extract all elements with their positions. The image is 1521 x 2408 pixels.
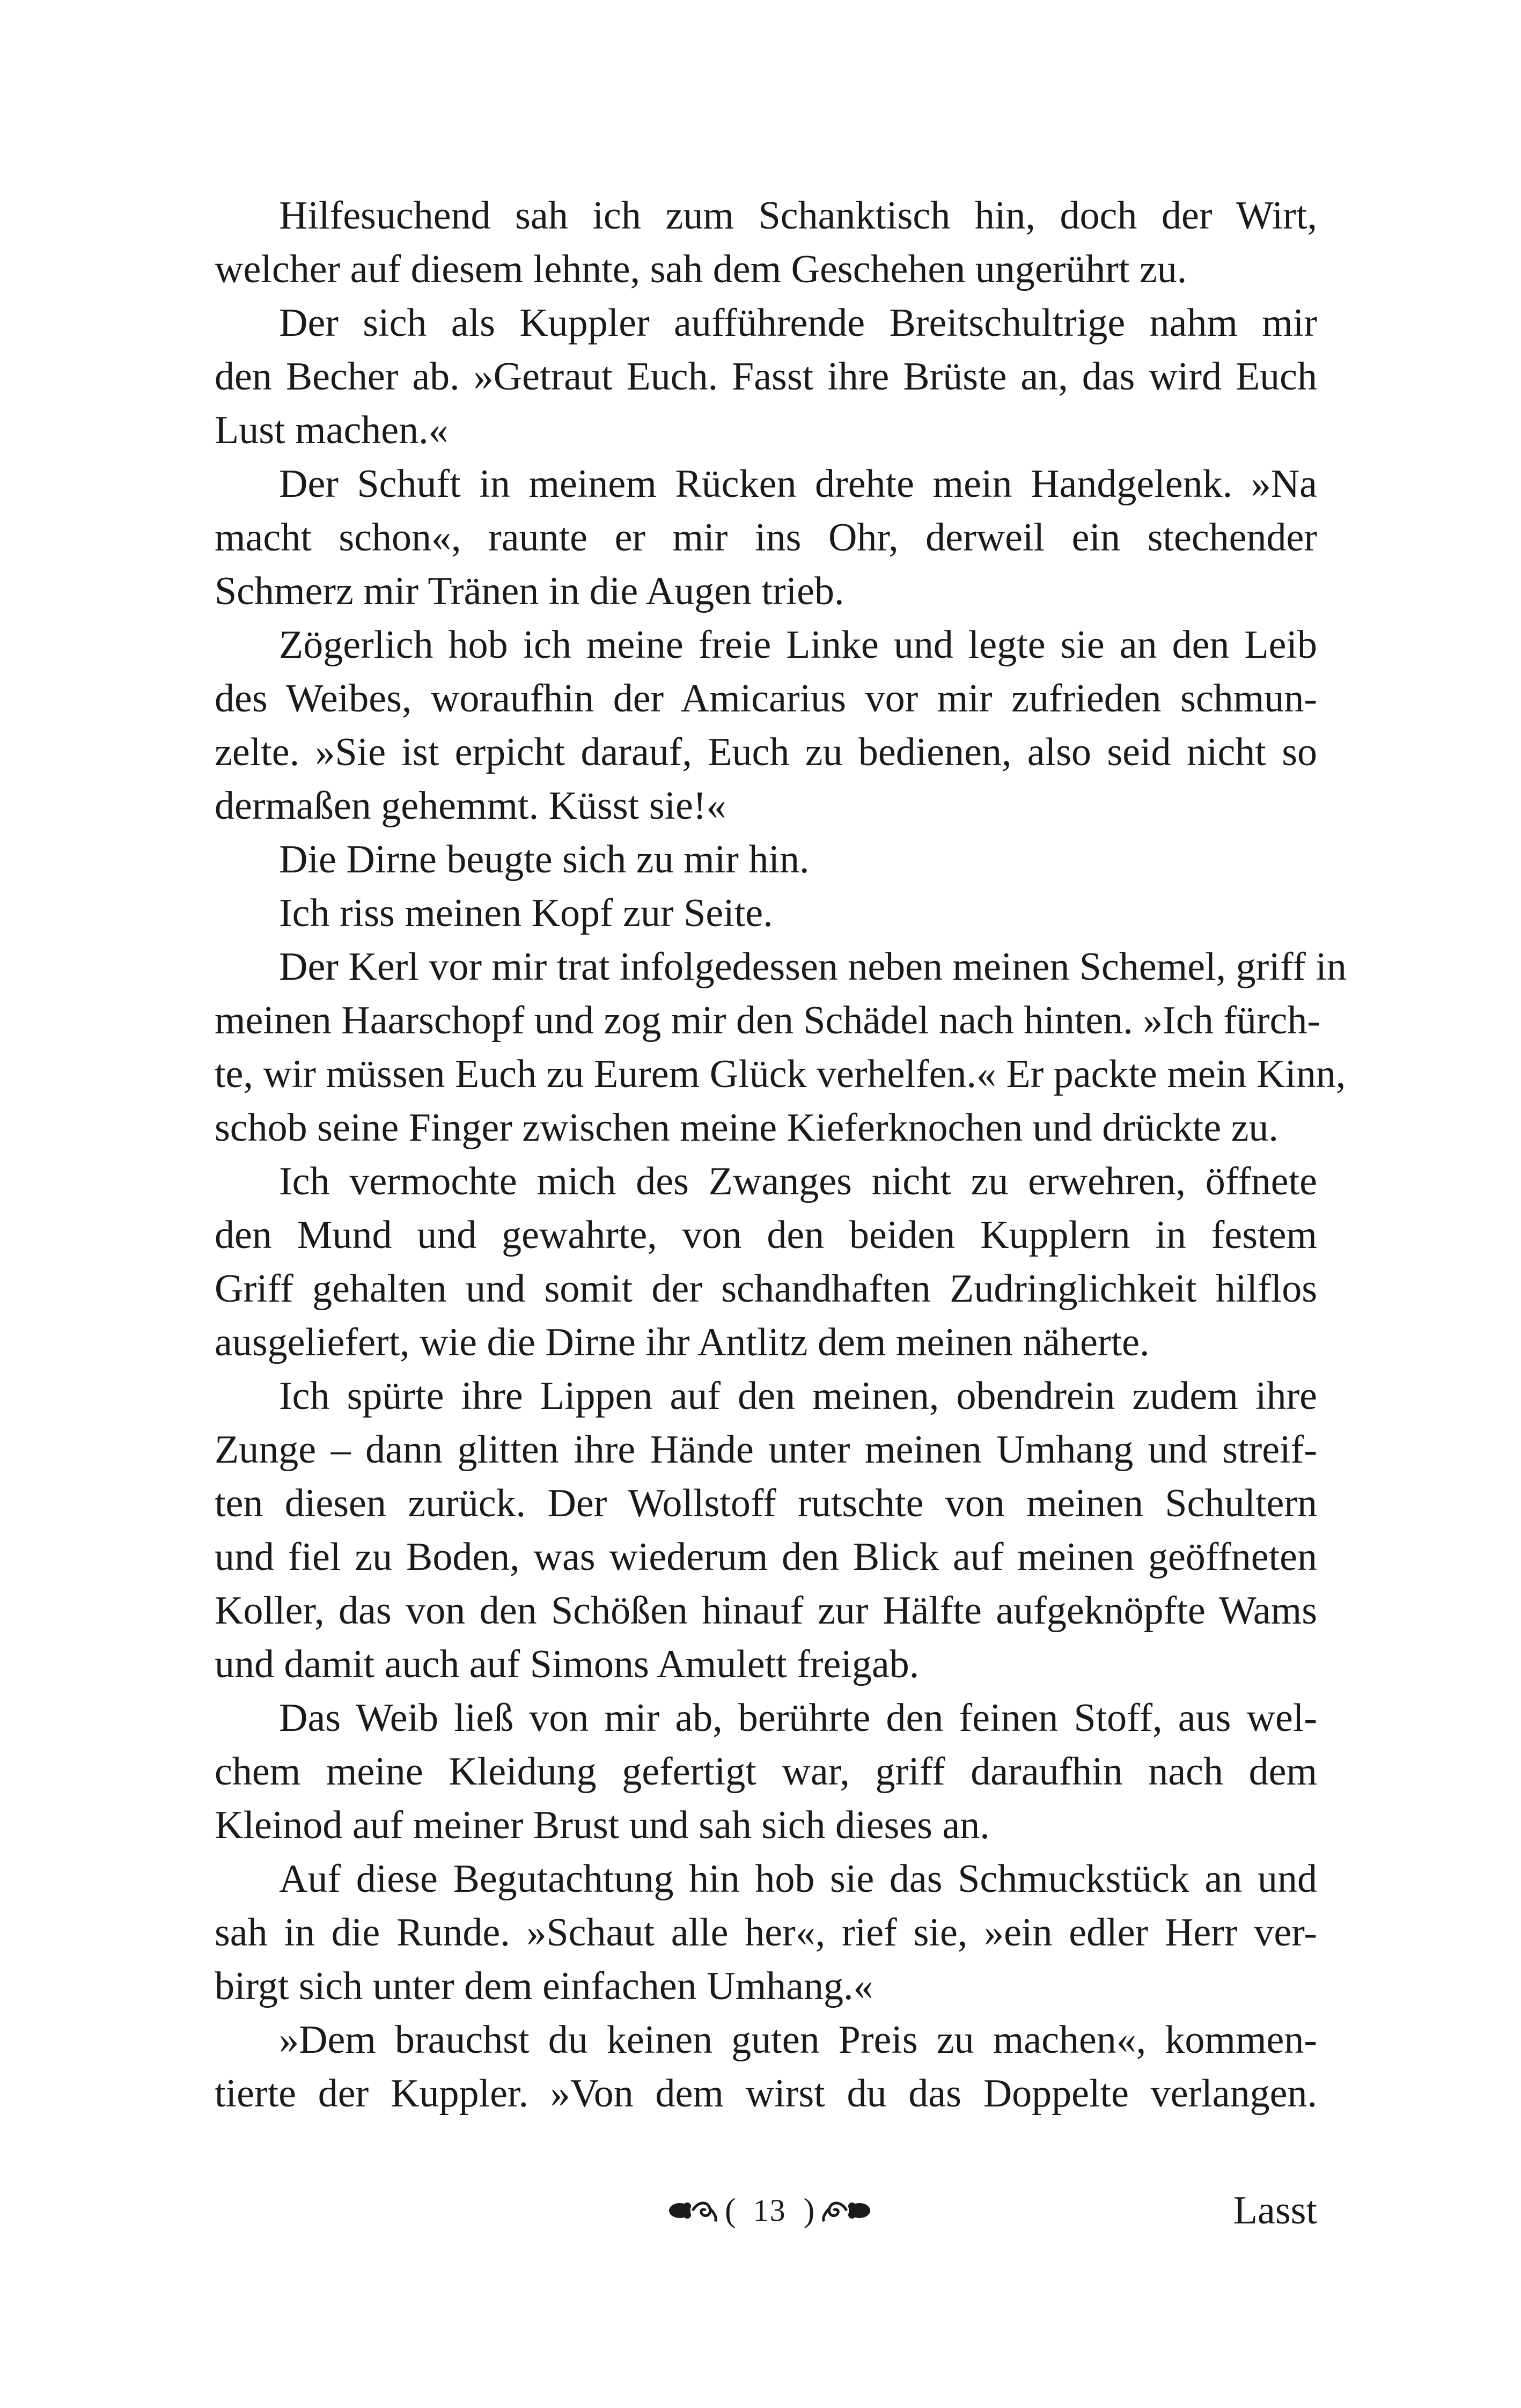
text-line: Der Schuft in meinem Rücken drehte mein Handgelenk. »Na <box>279 462 1317 506</box>
text-line: Zunge – dann glitten ihre Hände unter meinen Umhang und streif- <box>215 1428 1317 1472</box>
text-line: den Becher ab. »Getraut Euch. Fasst ihre Brüste an, das wird Euch <box>215 355 1317 399</box>
text-line: Koller, das von den Schößen hinauf zur Hälfte aufgeknöpfte Wams <box>215 1589 1317 1633</box>
text-line: »Dem brauchst du keinen guten Preis zu machen«, kommen- <box>279 2018 1317 2062</box>
folio-paren-open: ( <box>725 2192 736 2229</box>
folio-paren-close: ) <box>803 2192 815 2229</box>
text-line: Ich spürte ihre Lippen auf den meinen, obendrein zudem ihre <box>279 1374 1317 1418</box>
text-line: schob seine Finger zwischen meine Kieferknochen und drückte zu. <box>215 1106 1278 1150</box>
text-line: tierte der Kuppler. »Von dem wirst du das Doppelte verlangen. <box>215 2072 1317 2116</box>
text-line: Der sich als Kuppler aufführende Breitschultrige nahm mir <box>279 301 1317 345</box>
text-line: Schmerz mir Tränen in die Augen trieb. <box>215 569 844 613</box>
text-line: Hilfesuchend sah ich zum Schanktisch hin, doch der Wirt, <box>279 194 1317 238</box>
text-line: Das Weib ließ von mir ab, berührte den feinen Stoff, aus wel- <box>279 1696 1317 1740</box>
text-line: macht schon«, raunte er mir ins Ohr, derweil ein stechender <box>215 516 1317 560</box>
text-line: meinen Haarschopf und zog mir den Schädel nach hinten. »Ich fürch- <box>215 999 1320 1043</box>
text-line: Kleinod auf meiner Brust und sah sich dieses an. <box>215 1803 990 1847</box>
text-line: birgt sich unter dem einfachen Umhang.« <box>215 1964 873 2008</box>
text-line: Der Kerl vor mir trat infolgedessen neben meinen Schemel, griff in <box>279 945 1347 989</box>
text-line: Ich vermochte mich des Zwanges nicht zu erwehren, öffnete <box>279 1159 1317 1203</box>
page-number: 13 <box>753 2193 787 2228</box>
text-line: Zögerlich hob ich meine freie Linke und legte sie an den Leib <box>279 623 1317 667</box>
text-line: Griff gehalten und somit der schandhaften Zudringlichkeit hilflos <box>215 1267 1317 1311</box>
ornament-right-icon <box>818 2194 871 2227</box>
text-line: zelte. »Sie ist erpicht darauf, Euch zu bedienen, also seid nicht so <box>215 730 1317 774</box>
page-footer <box>0 2178 1521 2243</box>
ornament-left-icon <box>668 2194 722 2227</box>
text-line: welcher auf diesem lehnte, sah dem Geschehen ungerührt zu. <box>215 247 1187 291</box>
text-line: und fiel zu Boden, was wiederum den Blick auf meinen geöffneten <box>215 1535 1317 1579</box>
text-line: Lust machen.« <box>215 408 449 452</box>
text-line: des Weibes, woraufhin der Amicarius vor mir zufrieden schmun- <box>215 677 1317 721</box>
text-line: Die Dirne beugte sich zu mir hin. <box>279 838 810 882</box>
catchword: Lasst <box>1233 2189 1317 2233</box>
text-line: und damit auch auf Simons Amulett freigab. <box>215 1642 920 1686</box>
text-line: ausgeliefert, wie die Dirne ihr Antlitz dem meinen näherte. <box>215 1320 1150 1364</box>
text-line: den Mund und gewahrte, von den beiden Kupplern in festem <box>215 1213 1317 1257</box>
text-line: ten diesen zurück. Der Wollstoff rutschte von meinen Schultern <box>215 1481 1317 1525</box>
text-line: Auf diese Begutachtung hin hob sie das Schmuckstück an und <box>279 1857 1317 1901</box>
text-line: chem meine Kleidung gefertigt war, griff daraufhin nach dem <box>215 1750 1317 1794</box>
text-line: sah in die Runde. »Schaut alle her«, rief sie, »ein edler Herr ver- <box>215 1911 1317 1955</box>
text-line: Ich riss meinen Kopf zur Seite. <box>279 891 773 935</box>
text-line: dermaßen gehemmt. Küsst sie!« <box>215 784 726 828</box>
folio <box>668 2178 871 2243</box>
body-text <box>215 189 1347 2142</box>
text-line: te, wir müssen Euch zu Eurem Glück verhelfen.« Er packte mein Kinn, <box>215 1052 1346 1096</box>
